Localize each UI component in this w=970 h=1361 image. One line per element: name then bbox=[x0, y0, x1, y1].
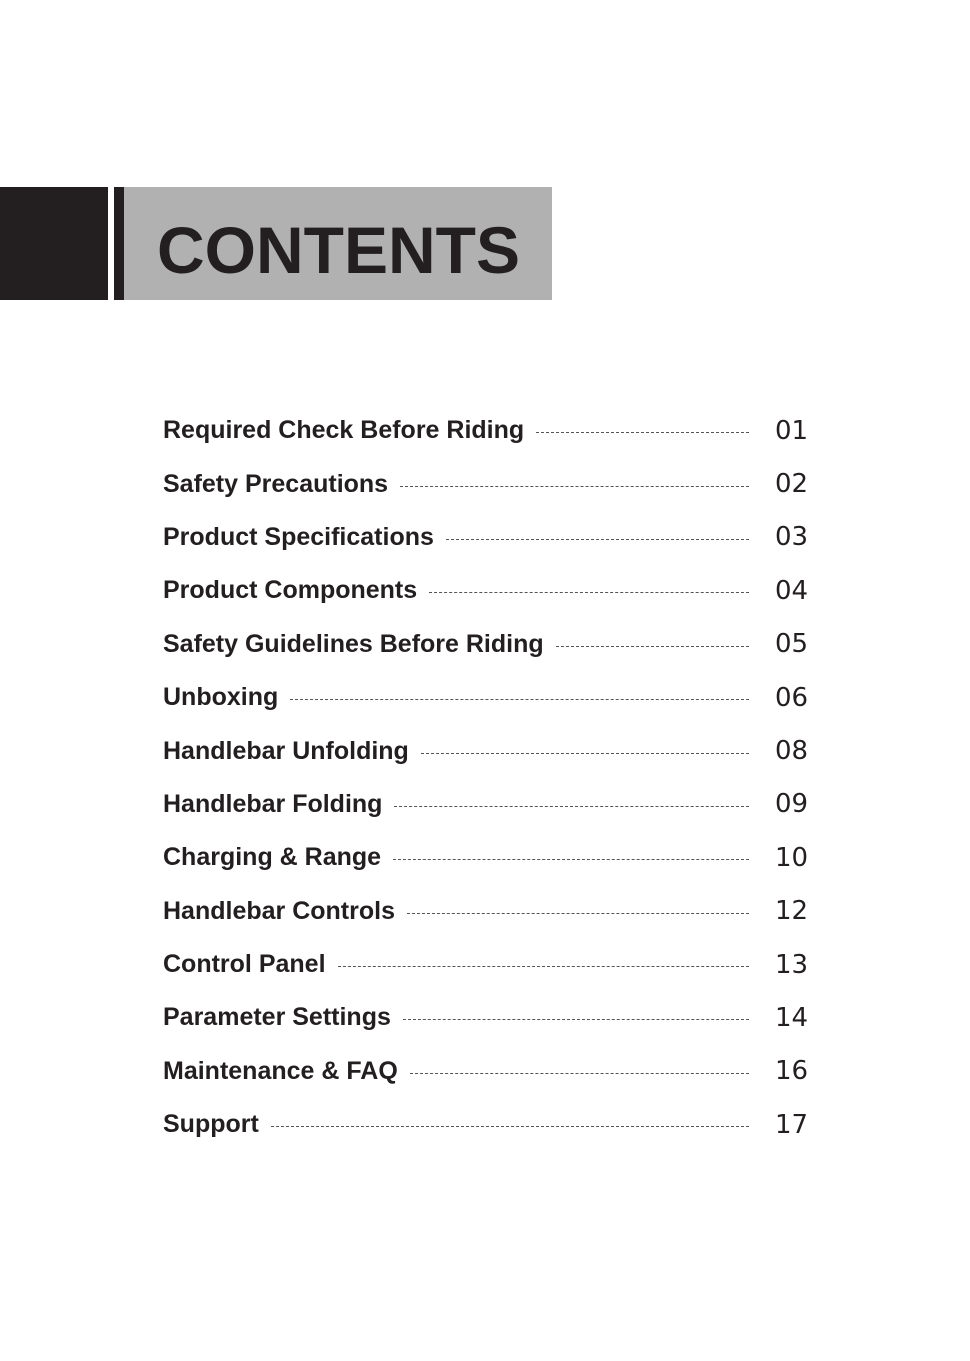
toc-entry-title: Unboxing bbox=[163, 683, 279, 712]
toc-row-unboxing[interactable] bbox=[163, 671, 823, 724]
toc-row-control-panel[interactable] bbox=[163, 938, 823, 991]
toc-dotted-leader bbox=[429, 592, 749, 593]
page-title: CONTENTS bbox=[157, 213, 520, 287]
toc-page-number: 02 bbox=[775, 469, 809, 500]
toc-row-parameter-settings[interactable] bbox=[163, 991, 823, 1044]
toc-row-required-check[interactable] bbox=[163, 404, 823, 457]
toc-page-number: 06 bbox=[775, 682, 809, 713]
toc-entry-title: Handlebar Folding bbox=[163, 789, 383, 818]
header-dark-block bbox=[0, 187, 108, 300]
toc-dotted-leader bbox=[338, 966, 749, 967]
toc-entry-title: Maintenance & FAQ bbox=[163, 1056, 398, 1085]
toc-entry-title: Parameter Settings bbox=[163, 1003, 391, 1032]
toc-page-number: 13 bbox=[775, 949, 809, 980]
toc-page-number: 10 bbox=[775, 842, 809, 873]
toc-page-number: 01 bbox=[775, 415, 809, 446]
toc-entry-title: Product Components bbox=[163, 576, 418, 605]
toc-dotted-leader bbox=[536, 432, 749, 433]
toc-page-number: 04 bbox=[775, 575, 809, 606]
toc-page-number: 03 bbox=[775, 522, 809, 553]
toc-dotted-leader bbox=[421, 753, 749, 754]
toc-entry-title: Safety Guidelines Before Riding bbox=[163, 629, 544, 658]
toc-dotted-leader bbox=[400, 486, 749, 487]
toc-row-handlebar-controls[interactable] bbox=[163, 885, 823, 938]
toc-dotted-leader bbox=[271, 1126, 749, 1127]
header-accent-bar bbox=[114, 187, 124, 300]
toc-page-number: 05 bbox=[775, 629, 809, 660]
toc-entry-title: Handlebar Unfolding bbox=[163, 736, 409, 765]
toc-row-maintenance-faq[interactable] bbox=[163, 1045, 823, 1098]
toc-page-number: 08 bbox=[775, 736, 809, 767]
toc-row-product-components[interactable] bbox=[163, 564, 823, 617]
toc-entry-title: Product Specifications bbox=[163, 522, 434, 551]
toc-entry-title: Required Check Before Riding bbox=[163, 416, 525, 445]
toc-entry-title: Support bbox=[163, 1110, 259, 1139]
toc-page-number: 12 bbox=[775, 896, 809, 927]
toc-entry-title: Safety Precautions bbox=[163, 469, 389, 498]
toc-dotted-leader bbox=[410, 1073, 749, 1074]
toc-dotted-leader bbox=[446, 539, 749, 540]
toc-page-number: 14 bbox=[775, 1002, 809, 1033]
toc-row-safety-precautions[interactable] bbox=[163, 457, 823, 510]
toc-row-product-specifications[interactable] bbox=[163, 511, 823, 564]
toc-dotted-leader bbox=[393, 859, 749, 860]
toc-entry-title: Handlebar Controls bbox=[163, 896, 395, 925]
toc-entry-title: Charging & Range bbox=[163, 843, 382, 872]
toc-row-handlebar-folding[interactable] bbox=[163, 778, 823, 831]
toc-row-handlebar-unfolding[interactable] bbox=[163, 724, 823, 777]
toc-dotted-leader bbox=[407, 913, 749, 914]
toc-dotted-leader bbox=[290, 699, 749, 700]
toc-dotted-leader bbox=[403, 1019, 749, 1020]
toc-entry-title: Control Panel bbox=[163, 950, 326, 979]
toc-row-support[interactable] bbox=[163, 1098, 823, 1151]
toc-row-safety-guidelines[interactable] bbox=[163, 618, 823, 671]
toc-dotted-leader bbox=[394, 806, 749, 807]
toc-page-number: 09 bbox=[775, 789, 809, 820]
toc-row-charging-range[interactable] bbox=[163, 831, 823, 884]
toc-page-number: 17 bbox=[775, 1109, 809, 1140]
toc-page-number: 16 bbox=[775, 1056, 809, 1087]
table-of-contents bbox=[163, 404, 823, 1151]
toc-dotted-leader bbox=[556, 646, 749, 647]
